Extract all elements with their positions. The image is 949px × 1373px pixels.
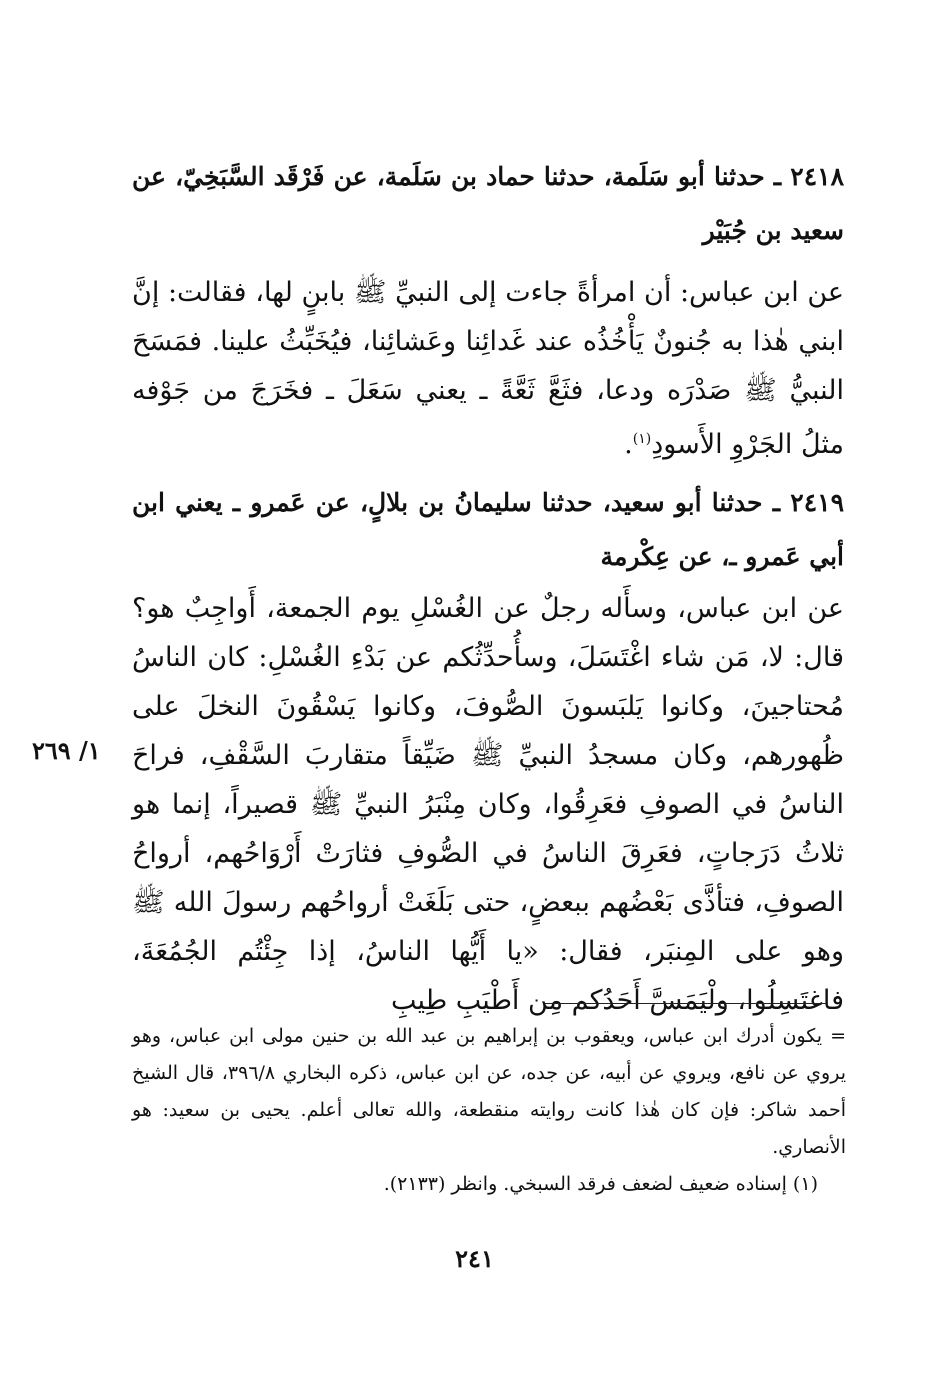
footnotes	[132, 1018, 846, 1203]
footnote-continuation: = يكون أدرك ابن عباس، ويعقوب بن إبراهيم بن عبد الله بن حنين مولى ابن عباس، وهو يروي عن نافع، ويروي عن أبيه، عن جده، عن ابن عباس، ذكره البخاري ٣٩٦/٨، قال الشيخ أحمد شاكر: فإن كان هٰذا كانت روايته منقطعة، والله تعالى أعلم. يحيى بن سعيد: هو الأنصاري.	[132, 1025, 847, 1158]
hadith-2418-matn	[132, 268, 844, 469]
isnad-text: ـ حدثنا أبو سعيد، حدثنا سليمانُ بن بلالٍ، عن عَمرو ـ يعني ابن أبي عَمرو ـ، عن عِكْرمة	[132, 488, 844, 571]
footnote-marker: (١)	[632, 431, 652, 447]
hadith-number: ٢٤١٩	[790, 488, 844, 517]
hadith-2419-matn	[132, 584, 844, 1025]
footnote-1: (١) إسناده ضعيف لضعف فرقد السبخي. وانظر (٢١٣٣).	[383, 1173, 818, 1195]
hadith-2419-isnad	[132, 476, 844, 584]
page-number: ٢٤١	[455, 1244, 494, 1273]
hadith-2418-isnad	[132, 150, 844, 258]
margin-volume-page-reference: ١/ ٢٦٩	[32, 736, 101, 765]
matn-text: عن ابن عباس: أن امرأةً جاءت إلى النبيِّ ﷺ بابنٍ لها، فقالت: إنَّ ابني هٰذا به جُنونٌ يَأْخُذُه عند غَدائِنا وعَشائِنا، فيُخَبِّثُ علينا. فمَسَحَ النبيُّ ﷺ صَدْرَه ودعا، فثَعَّ ثَعَّةً ـ يعني سَعَلَ ـ فخَرَجَ من جَوْفه مثلُ الجَرْوِ الأَسودِ	[132, 277, 844, 460]
footnote-divider	[545, 1003, 828, 1004]
isnad-text: ـ حدثنا أبو سَلَمة، حدثنا حماد بن سَلَمة، عن فَرْقَد السَّبَخِيّ، عن سعيد بن جُبَيْر	[132, 162, 844, 245]
matn-text: عن ابن عباس، وسأَله رجلٌ عن الغُسْلِ يوم الجمعة، أَواجِبٌ هو؟ قال: لا، مَن شاء اغْتَسَلَ، وسأُحدِّثُكم عن بَدْءِ الغُسْلِ: كان الناسُ مُحتاجينَ، وكانوا يَلبَسونَ الصُّوفَ، وكانوا يَسْقُونَ النخلَ على ظُهورهم، وكان مسجدُ النبيِّ ﷺ ضَيِّقاً متقاربَ السَّقْفِ، فراحَ الناسُ في الصوفِ فعَرِقُوا، وكان مِنْبَرُ النبيِّ ﷺ قصيراً، إنما هو ثلاثُ دَرَجاتٍ، فعَرِقَ الناسُ في الصُّوفِ فثارَتْ أَرْوَاحُهم، أرواحُ الصوفِ، فتأذَّى بَعْضُهم ببعضٍ، حتى بَلَغَتْ أرواحُهم رسولَ الله ﷺ وهو على المِنبَر، فقال: «يا أَيُّها الناسُ، إذا جِئْتُم الجُمُعَةَ، فاغتَسِلُوا، ولْيَمَسَّ أَحَدُكم مِن أَطْيَبِ طِيبِ	[132, 593, 844, 1016]
hadith-number: ٢٤١٨	[790, 162, 844, 191]
sentence-end: .	[624, 429, 633, 460]
